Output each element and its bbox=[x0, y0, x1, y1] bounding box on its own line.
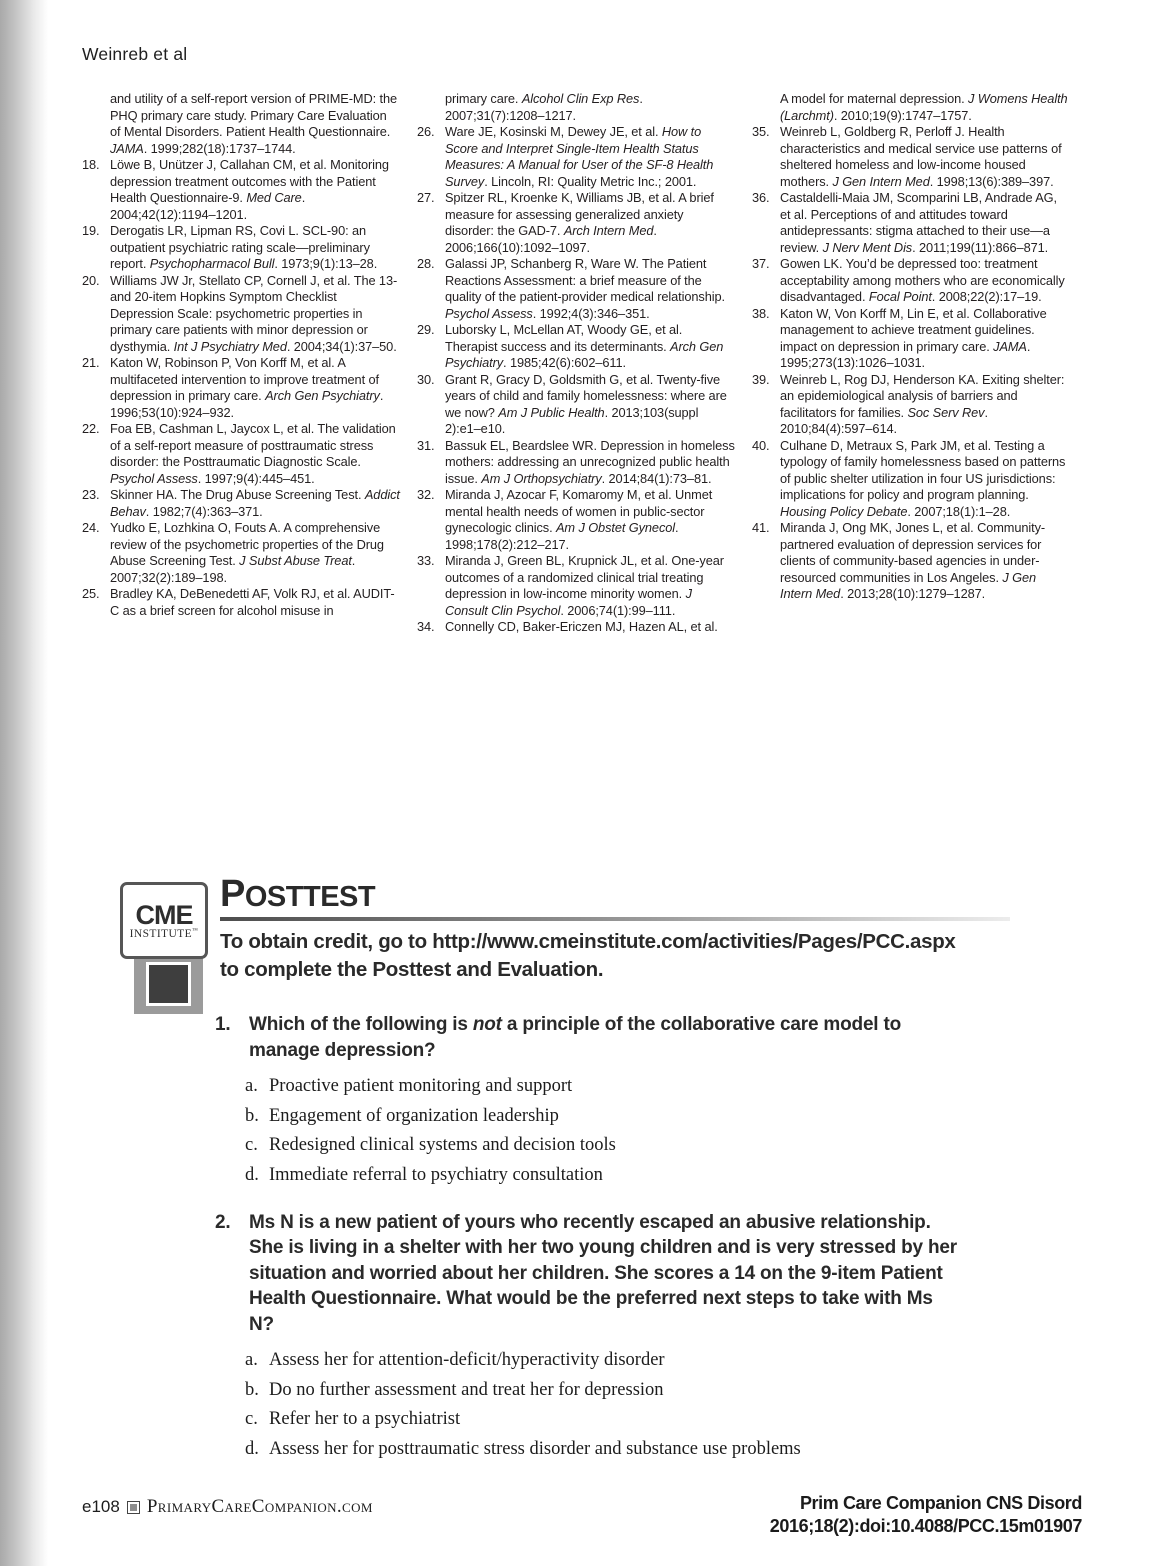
answer-option bbox=[245, 1076, 1090, 1097]
reference-text: Luborsky L, McLellan AT, Woody GE, et al. Therapist success and its determinants. Arch Gen Psychiatry. 1985;42(6):602–611. bbox=[445, 322, 724, 370]
option-text: Immediate referral to psychiatry consultation bbox=[269, 1164, 603, 1185]
reference-number: 18. bbox=[82, 157, 100, 172]
option-letter: d. bbox=[245, 1438, 259, 1459]
reference-column-1 bbox=[82, 91, 400, 636]
option-text: Assess her for posttraumatic stress disorder and substance use problems bbox=[269, 1438, 801, 1459]
reference-number: 28. bbox=[417, 256, 435, 271]
reference-number: 40. bbox=[752, 437, 770, 453]
reference-text: Bassuk EL, Beardslee WR. Depression in homeless mothers: addressing an unrecognized public health issue. Am J Orthopsychiatry. 2014;84(1):73–81. bbox=[445, 437, 735, 486]
reference-number: 29. bbox=[417, 322, 435, 337]
reference-item bbox=[417, 619, 735, 636]
reference-text: Spitzer RL, Kroenke K, Williams JB, et al. A brief measure for assessing generalized anxiety disorder: the GAD-7. Arch Intern Med. 2006;166(10):1092–1097. bbox=[445, 190, 714, 255]
reference-text: A model for maternal depression. J Womens Health (Larchmt). 2010;19(9):1747–1757. bbox=[780, 91, 1068, 123]
reference-text: Ware JE, Kosinski M, Dewey JE, et al. How to Score and Interpret Single-Item Health Status Measures: A Manual for User of the SF-8 Health Survey. Lincoln, RI: Quality Metric Inc.; 2001. bbox=[445, 124, 714, 189]
reference-number: 38. bbox=[752, 305, 770, 321]
reference-text: Skinner HA. The Drug Abuse Screening Test. Addict Behav. 1982;7(4):363–371. bbox=[110, 487, 400, 519]
reference-text: Castaldelli-Maia JM, Scomparini LB, Andrade AG, et al. Perceptions of and attitudes toward antidepressants: stigma attached to their use—a review. J Nerv Ment Dis. 2011;199(11):866–871. bbox=[780, 190, 1057, 255]
reference-text: and utility of a self-report version of PRIME-MD: the PHQ primary care study. Primary Care Evaluation of Mental Disorders. Patient Health Questionnaire. JAMA. 1999;282(18):1737–1744. bbox=[110, 91, 398, 156]
posttest-title: POSTTEST bbox=[220, 873, 376, 915]
reference-text: Bradley KA, DeBenedetti AF, Volk RJ, et al. AUDIT-C as a brief screen for alcohol misuse in bbox=[110, 586, 395, 618]
reference-number: 22. bbox=[82, 421, 100, 436]
question-1-number: 1. bbox=[215, 1014, 231, 1035]
reference-item bbox=[417, 91, 735, 124]
reference-text: Weinreb L, Goldberg R, Perloff J. Health characteristics and medical service use patterns of sheltered homeless and low-income housed mothers. J Gen Intern Med. 1998;13(6):389–397. bbox=[780, 124, 1062, 189]
reference-text: Katon W, Robinson P, Von Korff M, et al. A multifaceted intervention to improve treatment of depression in primary care. Arch Gen Psychiatry. 1996;53(10):924–932. bbox=[110, 355, 384, 420]
reference-text: Miranda J, Ong MK, Jones L, et al. Community-partnered evaluation of depression services for clients of community-based agencies in under-resourced communities in Los Angeles. J Gen Intern Med. 2013;28(10):1279–1287. bbox=[780, 520, 1046, 601]
credit-instructions bbox=[220, 928, 1090, 983]
reference-text: Katon W, Von Korff M, Lin E, et al. Collaborative management to achieve treatment guidelines. impact on depression in primary care. JAMA. 1995;273(13):1026–1031. bbox=[780, 305, 1047, 370]
reference-item bbox=[82, 157, 400, 223]
reference-number: 27. bbox=[417, 190, 435, 205]
cme-logo-word: CME bbox=[135, 899, 193, 930]
answer-option bbox=[245, 1106, 1090, 1127]
reference-number: 26. bbox=[417, 124, 435, 139]
option-text: Do no further assessment and treat her for depression bbox=[269, 1379, 664, 1400]
option-letter: a. bbox=[245, 1076, 258, 1096]
trademark-symbol: ™ bbox=[192, 927, 199, 934]
reference-item bbox=[752, 438, 1070, 521]
running-head: Weinreb et al bbox=[82, 44, 188, 64]
cme-logo-badge bbox=[120, 882, 208, 959]
reference-number: 34. bbox=[417, 619, 435, 634]
reference-item bbox=[417, 553, 735, 619]
reference-text: Connelly CD, Baker-Ericzen MJ, Hazen AL, et al. bbox=[445, 619, 718, 634]
option-letter: c. bbox=[245, 1135, 258, 1155]
reference-number: 30. bbox=[417, 371, 435, 387]
option-text: Engagement of organization leadership bbox=[269, 1105, 559, 1126]
reference-text: Grant R, Gracy D, Goldsmith G, et al. Twenty-five years of child and family homelessness: where are we now? Am J Public Health. 2013;103(suppl 2):e1–e10. bbox=[445, 371, 727, 436]
reference-text: Williams JW Jr, Stellato CP, Cornell J, et al. The 13- and 20-item Hopkins Symptom Checklist Depression Scale: psychometric properties in primary care patients with minor depression or dysthymia. Int J Psychiatry Med. 2004;34(1):37–50. bbox=[110, 272, 398, 354]
reference-item bbox=[417, 372, 735, 438]
posttest-questions bbox=[215, 1012, 1090, 1460]
reference-item bbox=[417, 124, 735, 190]
reference-item bbox=[417, 322, 735, 372]
reference-item bbox=[752, 256, 1070, 306]
footer-right bbox=[770, 1492, 1082, 1538]
question-2 bbox=[215, 1210, 1090, 1460]
reference-text: Weinreb L, Rog DJ, Henderson KA. Exiting shelter: an epidemiological analysis of barriers and facilitators for families. Soc Serv Rev. 2010;84(4):597–614. bbox=[780, 371, 1065, 436]
reference-item bbox=[417, 438, 735, 488]
reference-item bbox=[417, 190, 735, 256]
reference-number: 37. bbox=[752, 256, 770, 271]
reference-column-2 bbox=[417, 91, 735, 636]
reference-number: 39. bbox=[752, 371, 770, 387]
answer-option bbox=[245, 1135, 1090, 1156]
reference-text: Miranda J, Green BL, Krupnick JL, et al. One-year outcomes of a randomized clinical trial treating depression in low-income minority women. J Consult Clin Psychol. 2006;74(1):99–111. bbox=[445, 553, 724, 618]
answer-option bbox=[245, 1439, 1090, 1460]
answer-option bbox=[245, 1380, 1090, 1401]
reference-item bbox=[82, 91, 400, 157]
reference-text: Gowen LK. You’d be depressed too: treatment acceptability among mothers who are economically disadvantaged. Focal Point. 2008;22(2):17–19. bbox=[780, 256, 1065, 304]
reference-text: Yudko E, Lozhkina O, Fouts A. A comprehensive review of the psychometric properties of the Drug Abuse Screening Test. J Subst Abuse Treat. 2007;32(2):189–198. bbox=[110, 520, 384, 585]
reference-text: Derogatis LR, Lipman RS, Covi L. SCL-90: an outpatient psychiatric rating scale—preliminary report. Psychopharmacol Bull. 1973;9(1):13–28. bbox=[110, 223, 378, 271]
reference-number: 36. bbox=[752, 190, 770, 205]
reference-number: 31. bbox=[417, 437, 435, 453]
reference-item bbox=[417, 256, 735, 322]
option-letter: b. bbox=[245, 1105, 259, 1126]
reference-item bbox=[752, 124, 1070, 190]
option-letter: d. bbox=[245, 1164, 259, 1185]
reference-text: primary care. Alcohol Clin Exp Res. 2007;31(7):1208–1217. bbox=[445, 91, 643, 123]
question-2-stem: Ms N is a new patient of yours who recently escaped an abusive relationship. She is living in a shelter with her two young children and is very stressed by her situation and worried about her children. She scores a 14 on the 9-item Patient Health Questionnaire. What would be the preferred next steps to take with Ms N? bbox=[249, 1211, 957, 1335]
reference-item bbox=[82, 355, 400, 421]
option-text: Redesigned clinical systems and decision tools bbox=[269, 1135, 616, 1155]
reference-item bbox=[752, 190, 1070, 256]
credit-line-1: To obtain credit, go to http://www.cmeinstitute.com/activities/Pages/PCC.aspx bbox=[220, 930, 956, 953]
answer-option bbox=[245, 1409, 1090, 1430]
question-2-options bbox=[245, 1350, 1090, 1460]
reference-text: Löwe B, Unützer J, Callahan CM, et al. Monitoring depression treatment outcomes with the Patient Health Questionnaire-9. Med Care. 2004;42(12):1194–1201. bbox=[110, 157, 389, 222]
answer-option bbox=[245, 1165, 1090, 1186]
reference-list bbox=[82, 91, 1082, 636]
page-scan-edge bbox=[0, 0, 48, 1566]
reference-item bbox=[752, 306, 1070, 372]
question-1-options bbox=[245, 1076, 1090, 1186]
reference-item bbox=[82, 586, 400, 619]
reference-item bbox=[752, 372, 1070, 438]
reference-number: 19. bbox=[82, 223, 100, 238]
reference-item bbox=[82, 487, 400, 520]
question-1-stem: Which of the following is not a principle of the collaborative care model to manage depression? bbox=[249, 1014, 901, 1061]
journal-name: Prim Care Companion CNS Disord bbox=[799, 1493, 1082, 1513]
reference-text: Miranda J, Azocar F, Komaromy M, et al. Unmet mental health needs of women in public-sector gynecologic clinics. Am J Obstet Gynecol. 1998;178(2):212–217. bbox=[445, 487, 713, 552]
cme-logo-institute: INSTITUTE™ bbox=[129, 927, 199, 940]
reference-item bbox=[752, 91, 1070, 124]
question-2-number: 2. bbox=[215, 1211, 231, 1233]
cme-logo-dark-square bbox=[146, 962, 191, 1006]
square-bullet-icon bbox=[127, 1501, 140, 1514]
citation: 2016;18(2):doi:10.4088/PCC.15m01907 bbox=[769, 1516, 1082, 1536]
option-text: Assess her for attention-deficit/hyperactivity disorder bbox=[269, 1350, 665, 1370]
question-1 bbox=[215, 1012, 1090, 1186]
option-letter: b. bbox=[245, 1379, 259, 1400]
reference-text: Culhane D, Metraux S, Park JM, et al. Testing a typology of family homelessness based on patterns of public shelter utilization in four US jurisdictions: implications for policy and program planning. Housing Policy Debate. 2007;18(1):1–28. bbox=[780, 437, 1066, 519]
option-text: Proactive patient monitoring and support bbox=[269, 1076, 573, 1096]
reference-item bbox=[417, 487, 735, 553]
reference-number: 33. bbox=[417, 553, 435, 568]
posttest-section bbox=[120, 873, 1090, 1468]
answer-option bbox=[245, 1350, 1090, 1371]
reference-number: 32. bbox=[417, 487, 435, 502]
reference-number: 35. bbox=[752, 124, 770, 139]
footer-left bbox=[82, 1496, 373, 1518]
cme-institute-logo bbox=[120, 882, 217, 1016]
reference-column-3 bbox=[752, 91, 1070, 636]
reference-text: Galassi JP, Schanberg R, Ware W. The Patient Reactions Assessment: a brief measure of the quality of the patient-provider medical relationship. Psychol Assess. 1992;4(3):346–351. bbox=[445, 256, 725, 321]
reference-item bbox=[82, 520, 400, 586]
reference-item bbox=[82, 421, 400, 487]
option-letter: c. bbox=[245, 1409, 258, 1429]
reference-item bbox=[752, 520, 1070, 603]
reference-number: 24. bbox=[82, 520, 100, 535]
page-number: e108 bbox=[82, 1497, 120, 1516]
credit-line-2: to complete the Posttest and Evaluation. bbox=[220, 957, 604, 981]
reference-number: 21. bbox=[82, 355, 100, 370]
reference-number: 41. bbox=[752, 520, 770, 535]
reference-item bbox=[82, 273, 400, 356]
option-text: Refer her to a psychiatrist bbox=[269, 1409, 461, 1429]
reference-number: 23. bbox=[82, 487, 100, 502]
posttest-title-rule bbox=[220, 917, 1010, 921]
reference-number: 25. bbox=[82, 586, 100, 601]
site-name: PrimaryCareCompanion.com bbox=[146, 1496, 373, 1517]
reference-number: 20. bbox=[82, 272, 100, 288]
reference-item bbox=[82, 223, 400, 273]
reference-text: Foa EB, Cashman L, Jaycox L, et al. The validation of a self-report measure of posttraumatic stress disorder: the Posttraumatic Diagnostic Scale. Psychol Assess. 1997;9(4):445–451. bbox=[110, 421, 396, 486]
option-letter: a. bbox=[245, 1350, 258, 1370]
